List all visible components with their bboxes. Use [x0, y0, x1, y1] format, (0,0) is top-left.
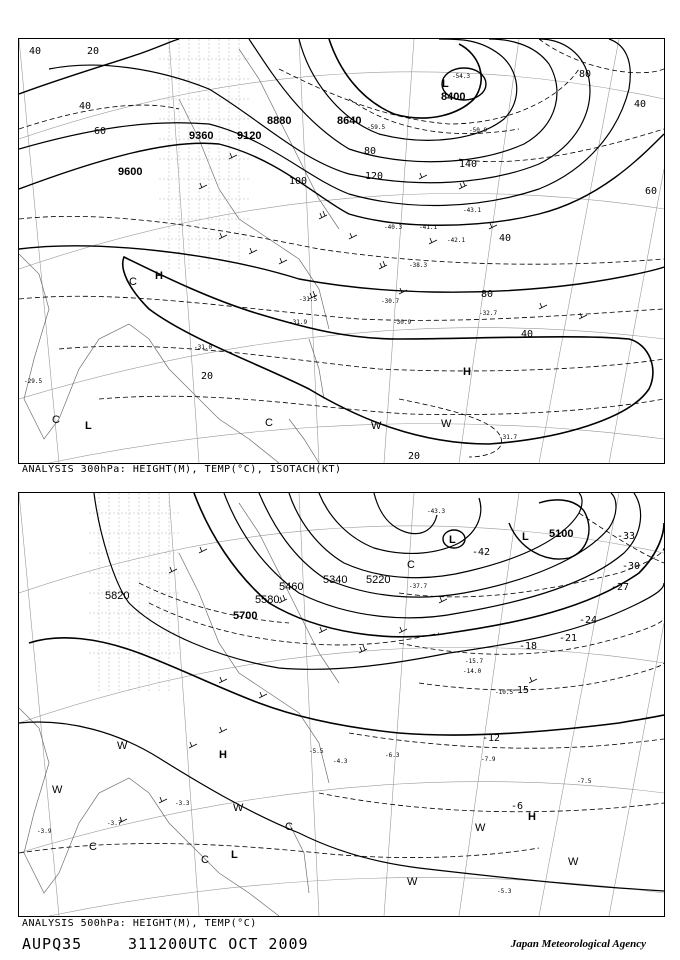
isotach-label: 40 [29, 46, 42, 57]
isotherm-label: -24 [579, 615, 598, 626]
temp-label: -7.5 [577, 778, 592, 785]
isotherm-label: -15 [511, 685, 530, 696]
temp-label: -31.7 [499, 434, 518, 441]
temp-label: -29.5 [24, 378, 43, 385]
caption-300hpa: ANALYSIS 300hPa: HEIGHT(M), TEMP(°C), ISOTACH(KT) [22, 464, 342, 475]
isotach-label: 20 [408, 451, 421, 462]
high-pressure-symbol: H [155, 270, 163, 282]
isotherm-label: -27 [611, 582, 630, 593]
isotherm-label: -42 [472, 547, 491, 558]
isotherm-label: -30 [622, 561, 641, 572]
isotach-label: 60 [94, 126, 107, 137]
temp-label: -59.5 [367, 124, 386, 131]
low-pressure-symbol: L [442, 78, 449, 90]
isotach-label: 40 [499, 233, 512, 244]
isotach-label: 20 [87, 46, 100, 57]
isotherm-dashed [19, 513, 664, 858]
warm-mark: W [233, 802, 244, 814]
temp-label: -30.9 [393, 319, 412, 326]
temp-label: -43.3 [427, 508, 446, 515]
agency-name: Japan Meteorological Agency [510, 938, 646, 950]
warm-mark: W [117, 740, 128, 752]
height-label: 9360 [189, 130, 214, 142]
temp-label: -40.3 [384, 224, 403, 231]
height-contours [19, 39, 664, 444]
temp-label: -31.9 [289, 319, 308, 326]
height-label: 5580 [255, 594, 280, 606]
map-300hpa [18, 38, 665, 464]
height-label: 8400 [441, 91, 466, 103]
isotach-labels [29, 46, 657, 462]
temp-label: -32.7 [479, 310, 498, 317]
temp-label: -7.9 [481, 756, 496, 763]
temp-label: -3.3 [175, 800, 190, 807]
isotach-label: 80 [481, 289, 494, 300]
isotherm-label: -18 [519, 641, 538, 652]
height-label: 9600 [118, 166, 143, 178]
isotach-label: 80 [364, 146, 377, 157]
high-pressure-symbol: H [528, 811, 536, 823]
warm-mark: W [441, 418, 452, 430]
temp-label: -50.9 [469, 127, 488, 134]
low-pressure-symbol: L [85, 420, 92, 432]
isotach-label: 80 [579, 69, 592, 80]
height-label: 9120 [237, 130, 262, 142]
isotherm-label: -21 [559, 633, 578, 644]
caption-500hpa: ANALYSIS 500hPa: HEIGHT(M), TEMP(°C) [22, 918, 257, 929]
warm-mark: W [568, 856, 579, 868]
temp-label: -3.9 [37, 828, 52, 835]
height-contours [19, 493, 664, 891]
cold-mark: C [265, 417, 273, 429]
cold-mark: C [89, 841, 97, 853]
warm-mark: W [371, 420, 382, 432]
isotach-label: 140 [459, 159, 478, 170]
isotherm-label: -33 [617, 531, 636, 542]
wind-barbs [199, 153, 587, 319]
temp-label: -31.0 [194, 344, 213, 351]
isotherm-label: -12 [482, 733, 501, 744]
low-pressure-symbol: L [522, 531, 529, 543]
temp-label: -30.7 [381, 298, 400, 305]
temp-label: -10.5 [495, 689, 514, 696]
temp-label: -3.7 [107, 820, 122, 827]
coastlines [19, 503, 339, 916]
warm-mark: W [475, 822, 486, 834]
height-labels [118, 91, 465, 178]
cold-mark: C [285, 821, 293, 833]
isotach-label: 20 [201, 371, 214, 382]
map-500hpa-canvas [19, 493, 664, 916]
isotach-label: 40 [521, 329, 534, 340]
low-pressure-symbol: L [449, 534, 456, 546]
height-label: 5220 [366, 574, 391, 586]
warm-mark: W [52, 784, 63, 796]
cold-mark: C [129, 276, 137, 288]
height-label: 5340 [323, 574, 348, 586]
temp-label: -5.3 [497, 888, 512, 895]
temp-label: -31.5 [299, 296, 318, 303]
valid-time: 311200UTC OCT 2009 [128, 935, 309, 953]
isotach-label: 40 [79, 101, 92, 112]
temp-label: -38.3 [409, 262, 428, 269]
pressure-systems [85, 78, 471, 432]
temp-label: -15.7 [465, 658, 484, 665]
temp-label: -6.3 [385, 752, 400, 759]
cold-mark: C [201, 854, 209, 866]
high-pressure-symbol: H [463, 366, 471, 378]
temp-label: -14.0 [463, 668, 482, 675]
chart-code: AUPQ35 [22, 935, 83, 953]
height-label: 5460 [279, 581, 304, 593]
low-pressure-symbol: L [231, 849, 238, 861]
cold-mark: C [407, 559, 415, 571]
temp-label: -37.7 [409, 583, 428, 590]
temp-label: -5.5 [309, 748, 324, 755]
height-label: 8880 [267, 115, 292, 127]
graticule [19, 39, 664, 463]
high-pressure-symbol: H [219, 749, 227, 761]
isotach-label: 120 [365, 171, 384, 182]
cold-mark: C [52, 414, 60, 426]
map-300hpa-canvas [19, 39, 664, 463]
isotach-label: 100 [289, 176, 308, 187]
isotherm-dashed [19, 39, 664, 457]
height-label: 8640 [337, 115, 362, 127]
temp-label: -43.1 [463, 207, 482, 214]
isotherm-labels [472, 531, 640, 812]
temp-label: -41.1 [419, 224, 438, 231]
temp-label: -42.1 [447, 237, 466, 244]
height-label: 5700 [233, 610, 258, 622]
isotach-label: 60 [645, 186, 658, 197]
height-label: 5100 [549, 528, 574, 540]
isotach-label: 40 [634, 99, 647, 110]
height-label: 5820 [105, 590, 130, 602]
temp-label: -4.3 [333, 758, 348, 765]
map-500hpa [18, 492, 665, 917]
warm-mark: W [407, 876, 418, 888]
graticule [19, 493, 664, 916]
land-grid [159, 39, 249, 269]
temp-label: -54.3 [452, 73, 471, 80]
isotherm-label: -6 [511, 801, 524, 812]
